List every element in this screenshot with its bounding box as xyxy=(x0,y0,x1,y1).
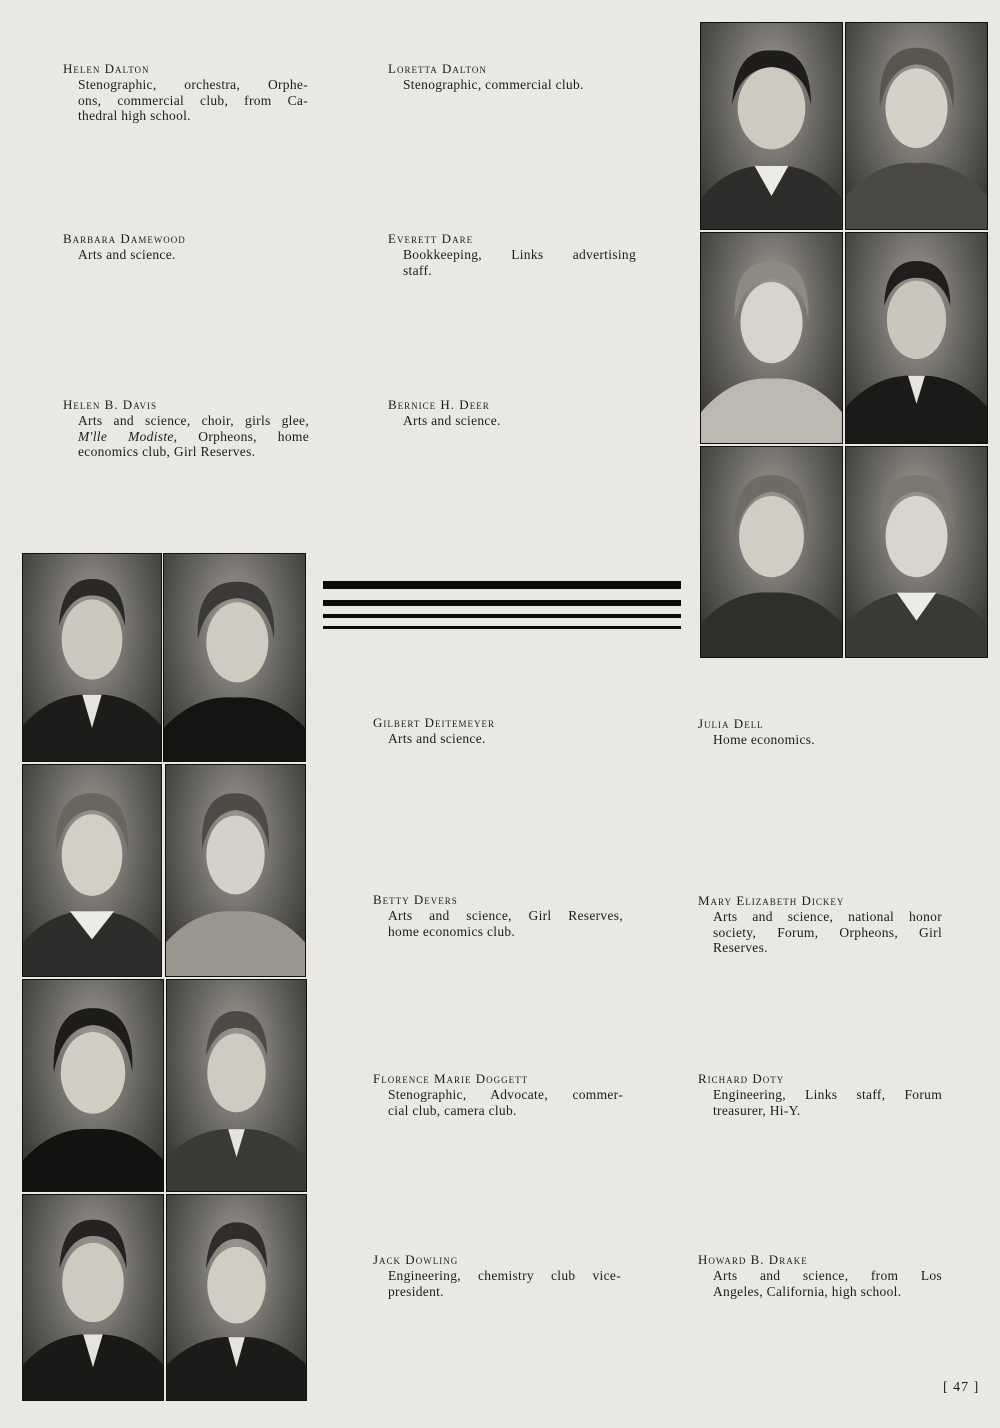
student-name: Loretta Dalton xyxy=(388,61,487,76)
portrait-photo-helen-dalton xyxy=(700,22,843,230)
student-name: Richard Doty xyxy=(698,1071,785,1086)
activities-line: cial club, camera club. xyxy=(388,1102,517,1118)
decorative-rule-thick xyxy=(323,581,681,589)
activities-line: economics club, Girl Reserves. xyxy=(78,444,256,459)
student-name: Jack Dowling xyxy=(373,1252,459,1267)
activities-line: ons, commercial club, from Ca- xyxy=(78,92,308,108)
entry-gilbert-deitemeyer xyxy=(373,715,623,747)
entry-bernice-h-deer xyxy=(388,397,638,429)
student-name: Julia Dell xyxy=(698,716,764,731)
portrait-photo-gilbert-deitemeyer xyxy=(22,553,162,762)
portrait-photo-mary-elizabeth-dickey xyxy=(165,764,306,977)
student-activities xyxy=(388,1268,621,1299)
decorative-rule-thin xyxy=(323,626,681,629)
entry-jack-dowling xyxy=(373,1252,621,1299)
entry-mary-elizabeth-dickey xyxy=(698,893,942,956)
entry-barbara-damewood xyxy=(63,231,313,263)
activities-italic: M'lle Modiste, xyxy=(78,428,178,444)
activities-line: Bookkeeping, Links advertising xyxy=(403,247,636,262)
portrait-photo-helen-b-davis xyxy=(700,446,843,658)
page-number: [ 47 ] xyxy=(943,1380,980,1395)
activities-line: Stenographic, orchestra, Orphe- xyxy=(78,77,308,92)
portrait-photo-betty-devers xyxy=(22,764,162,977)
student-activities xyxy=(713,732,948,748)
entry-helen-dalton xyxy=(63,61,308,124)
student-name: Bernice H. Deer xyxy=(388,397,490,412)
decorative-rule xyxy=(323,614,681,618)
student-activities xyxy=(388,1087,623,1118)
student-name: Florence Marie Doggett xyxy=(373,1071,529,1086)
entry-florence-marie-doggett xyxy=(373,1071,623,1118)
portrait-photo-howard-b-drake xyxy=(166,1194,307,1401)
portrait-photo-barbara-damewood xyxy=(700,232,843,444)
portrait-photo-loretta-dalton xyxy=(845,22,988,230)
student-activities xyxy=(78,247,313,263)
student-name: Howard B. Drake xyxy=(698,1252,808,1267)
activities-line: thedral high school. xyxy=(78,108,191,123)
student-activities xyxy=(403,247,636,278)
activities-line: Arts and science. xyxy=(403,413,501,428)
student-activities xyxy=(713,1087,942,1118)
student-activities xyxy=(388,731,623,747)
entry-loretta-dalton xyxy=(388,61,638,93)
entry-betty-devers xyxy=(373,892,623,939)
portrait-photo-jack-dowling xyxy=(22,1194,164,1401)
entry-helen-b-davis xyxy=(63,397,309,460)
student-name: Helen B. Davis xyxy=(63,397,158,412)
student-name: Mary Elizabeth Dickey xyxy=(698,893,845,908)
activities-line xyxy=(78,429,309,445)
student-name: Betty Devers xyxy=(373,892,458,907)
student-activities xyxy=(78,413,309,460)
activities-line: president. xyxy=(388,1283,444,1299)
activities-line: Stenographic, commercial club. xyxy=(403,77,584,92)
activities-line: Arts and science, national honor xyxy=(713,909,942,924)
activities-line: Arts and science. xyxy=(388,731,486,746)
activities-line: Engineering, chemistry club vice- xyxy=(388,1268,621,1283)
student-name: Gilbert Deitemeyer xyxy=(373,715,495,730)
portrait-photo-everett-dare xyxy=(845,232,988,444)
activities-line: staff. xyxy=(403,262,432,278)
portrait-photo-julia-dell xyxy=(163,553,306,762)
portrait-photo-richard-doty xyxy=(166,979,307,1192)
activities-line: Arts and science, from Los xyxy=(713,1268,942,1283)
activities-line: society, Forum, Orpheons, Girl xyxy=(713,924,942,940)
student-activities xyxy=(403,413,638,429)
student-activities xyxy=(78,77,308,124)
student-name: Barbara Damewood xyxy=(63,231,186,246)
activities-line: home economics club. xyxy=(388,923,516,939)
entry-howard-b-drake xyxy=(698,1252,942,1299)
entry-richard-doty xyxy=(698,1071,942,1118)
student-activities xyxy=(388,908,623,939)
activities-line: Home economics. xyxy=(713,732,815,747)
entry-everett-dare xyxy=(388,231,636,278)
entry-julia-dell xyxy=(698,716,948,748)
activities-line: Arts and science. xyxy=(78,247,176,262)
portrait-photo-florence-marie-doggett xyxy=(22,979,164,1192)
activities-line: Arts and science, Girl Reserves, xyxy=(388,908,623,923)
decorative-rule xyxy=(323,600,681,606)
student-activities xyxy=(713,909,942,956)
activities-line: Arts and science, choir, girls glee, xyxy=(78,413,309,428)
activities-line: Stenographic, Advocate, commer- xyxy=(388,1087,623,1102)
portrait-photo-bernice-h-deer xyxy=(845,446,988,658)
student-activities xyxy=(403,77,638,93)
student-activities xyxy=(713,1268,942,1299)
activities-line: treasurer, Hi-Y. xyxy=(713,1102,801,1118)
activities-line: Reserves. xyxy=(713,940,768,955)
activities-text: Orpheons, home xyxy=(198,428,309,444)
student-name: Helen Dalton xyxy=(63,61,150,76)
student-name: Everett Dare xyxy=(388,231,474,246)
activities-line: Engineering, Links staff, Forum xyxy=(713,1087,942,1102)
activities-line: Angeles, California, high school. xyxy=(713,1283,902,1299)
